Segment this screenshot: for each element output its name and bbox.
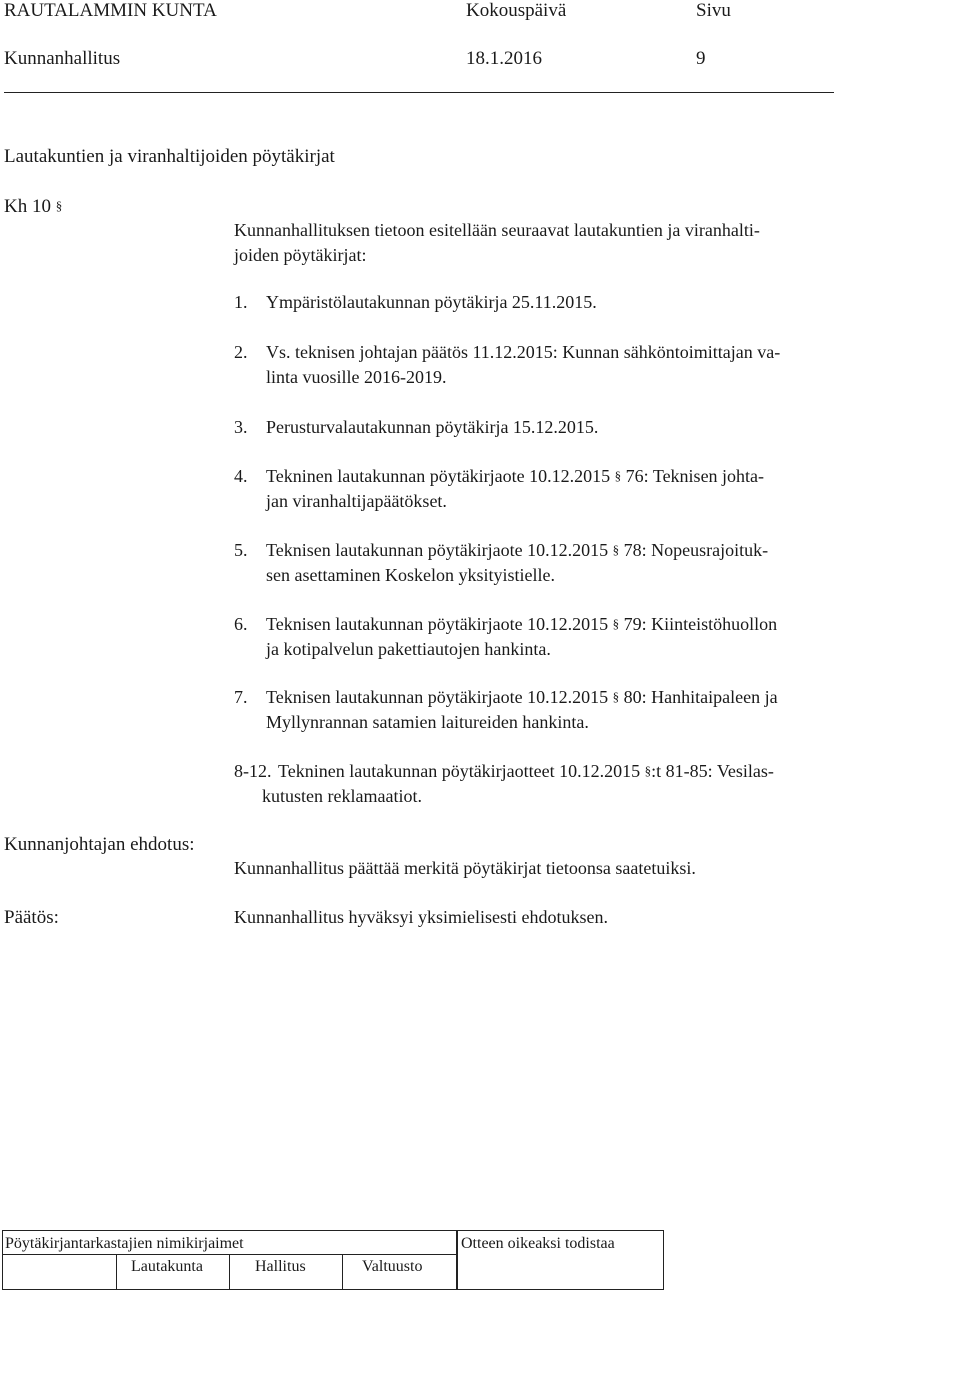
header-body: Kunnanhallitus	[4, 48, 121, 69]
item-id-text: Kh 10	[4, 196, 51, 217]
footer-col-divider-3	[342, 1254, 343, 1289]
proposal-text: Kunnanhallitus päättää merkitä pöytäkirjat tietoonsa saatetuiksi.	[234, 858, 696, 878]
list-item-text-5a-end: 78: Nopeusrajoituk-	[619, 540, 769, 560]
decision-label: Päätös:	[4, 907, 59, 928]
list-item-text-4b: jan viranhaltijapäätökset.	[266, 491, 447, 511]
list-item-num-8: 8-12.	[234, 761, 272, 781]
list-item-text-5a-start: Teknisen lautakunnan pöytäkirjaote 10.12.2015	[266, 540, 613, 560]
list-item-text-2a: Vs. teknisen johtajan päätös 11.12.2015: Kunnan sähköntoimittajan va-	[266, 342, 781, 362]
list-item-text-8a-end: :t 81-85: Vesilas-	[651, 761, 774, 781]
header-rule	[4, 92, 834, 93]
footer-col-divider-1	[116, 1254, 117, 1289]
header-page-number: 9	[696, 48, 706, 69]
section-symbol: §	[612, 616, 620, 631]
section-symbol: §	[55, 198, 63, 213]
list-item-num-3: 3.	[234, 417, 248, 437]
section-symbol: §	[644, 763, 652, 778]
list-item-num-2: 2.	[234, 342, 248, 362]
list-item-text-3: Perusturvalautakunnan pöytäkirja 15.12.2015.	[266, 417, 599, 437]
header-date: 18.1.2016	[466, 48, 542, 69]
footer-col-divider-2	[229, 1254, 230, 1289]
list-item-num-6: 6.	[234, 614, 248, 634]
decision-text: Kunnanhallitus hyväksyi yksimielisesti ehdotuksen.	[234, 907, 608, 927]
section-title: Lautakuntien ja viranhaltijoiden pöytäkirjat	[4, 146, 335, 167]
footer-initials-label: Pöytäkirjantarkastajien nimikirjaimet	[5, 1235, 244, 1252]
list-item-text-7a-end: 80: Hanhitaipaleen ja	[619, 687, 778, 707]
section-symbol: §	[614, 468, 622, 483]
list-item-text-6b: ja kotipalvelun pakettiautojen hankinta.	[266, 639, 551, 659]
list-item-text-5a	[266, 540, 768, 561]
header-org: RAUTALAMMIN KUNTA	[4, 0, 217, 21]
footer-col-lautakunta: Lautakunta	[131, 1258, 203, 1275]
section-symbol: §	[612, 689, 620, 704]
list-item-num-7: 7.	[234, 687, 248, 707]
list-item-num-4: 4.	[234, 466, 248, 486]
header-page-label: Sivu	[696, 0, 731, 21]
footer-certified-label: Otteen oikeaksi todistaa	[461, 1235, 615, 1252]
list-item-text-2b: linta vuosille 2016-2019.	[266, 367, 447, 387]
list-item-text-4a-start: Tekninen lautakunnan pöytäkirjaote 10.12.2015	[266, 466, 615, 486]
list-item-text-7b: Myllynrannan satamien laitureiden hankinta.	[266, 712, 589, 732]
list-item-num-1: 1.	[234, 292, 248, 312]
list-item-text-4a-end: 76: Teknisen johta-	[621, 466, 765, 486]
list-item-text-8b: kutusten reklamaatiot.	[262, 786, 422, 806]
list-item-num-5: 5.	[234, 540, 248, 560]
intro-line-1: Kunnanhallituksen tietoon esitellään seuraavat lautakuntien ja viranhalti-	[234, 220, 760, 240]
list-item-text-7a-start: Teknisen lautakunnan pöytäkirjaote 10.12.2015	[266, 687, 613, 707]
item-id	[4, 196, 62, 218]
section-symbol: §	[612, 542, 620, 557]
list-item-text-6a-start: Teknisen lautakunnan pöytäkirjaote 10.12.2015	[266, 614, 613, 634]
proposal-label: Kunnanjohtajan ehdotus:	[4, 834, 195, 855]
footer-col-valtuusto: Valtuusto	[362, 1258, 423, 1275]
list-item-text-8a	[278, 761, 774, 782]
footer-col-hallitus: Hallitus	[255, 1258, 306, 1275]
list-item-text-5b: sen asettaminen Koskelon yksityistielle.	[266, 565, 555, 585]
header-meeting-date-label: Kokouspäivä	[466, 0, 567, 21]
list-item-text-4a	[266, 466, 764, 487]
list-item-text-6a	[266, 614, 777, 635]
list-item-text-7a	[266, 687, 778, 708]
intro-line-2: joiden pöytäkirjat:	[234, 245, 367, 265]
list-item-text-1: Ympäristölautakunnan pöytäkirja 25.11.2015.	[266, 292, 597, 312]
list-item-text-6a-end: 79: Kiinteistöhuollon	[619, 614, 778, 634]
list-item-text-8a-start: Tekninen lautakunnan pöytäkirjaotteet 10.12.2015	[278, 761, 645, 781]
